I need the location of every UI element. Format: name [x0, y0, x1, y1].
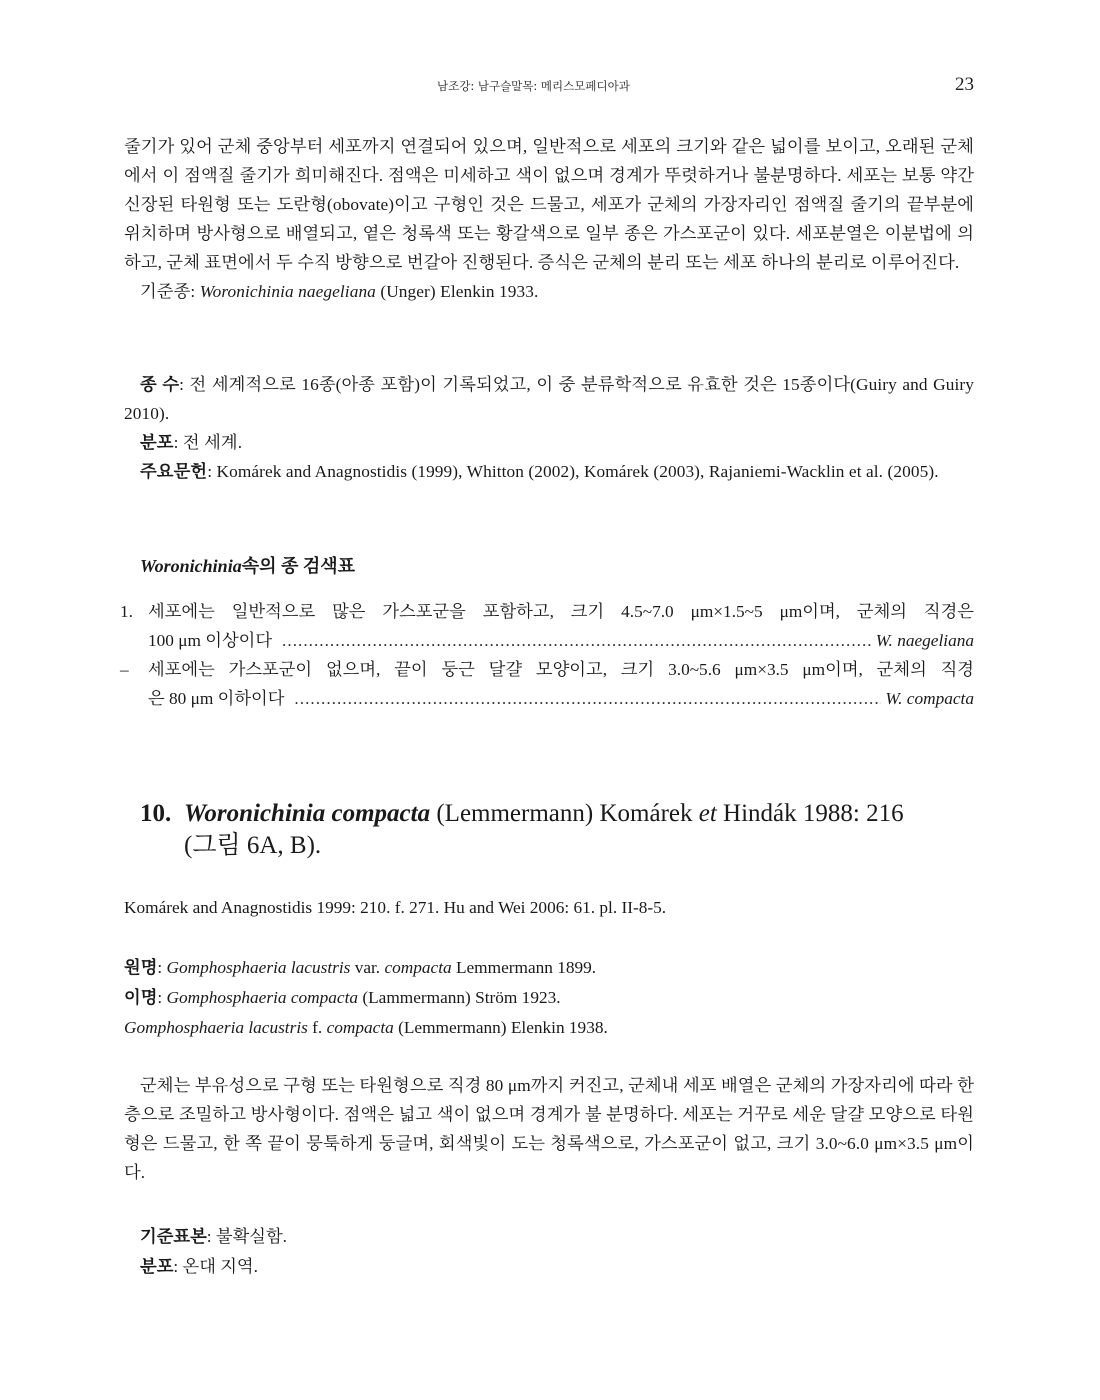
- page-number: 23: [955, 74, 974, 95]
- species-heading-line1: [140, 798, 980, 830]
- genus-description-section: [124, 132, 974, 306]
- species-count-line: [124, 370, 974, 428]
- synonym1-name: Gomphosphaeria compacta: [166, 988, 359, 1007]
- type-species-line: [124, 277, 974, 306]
- basionym-line: 원명: Gomphosphaeria lacustris var. compacta Lemmermann 1899.: [124, 958, 597, 977]
- key-couplet: [120, 655, 974, 713]
- genus-description-paragraph: 줄기가 있어 군체 중앙부터 세포까지 연결되어 있으며, 일반적으로 세포의 크기와 같은 넓이를 보이고, 오래된 군체에서 이 점액질 줄기가 희미해진다. 점액은 미세하고 색이 없으며 경계가 뚜렷하거나 불분명하다. 세포는 보통 약간 신장된 타원형 또는 도란형(obovate)이고 구형인 것은 드물고, 세포가 군체의 가장자리인 점액질 줄기의 끝부분에 위치하며 방사형으로 배열되고, 옅은 청록색 또는 황갈색으로 일부 종은 가스포군이 있다. 세포분열은 이분법에 의하고, 군체 표면에서 두 수직 방향으로 번갈아 진행된다. 증식은 군체의 분리 또는 세포 하나의 분리로 이루어진다.: [124, 137, 974, 272]
- synonym-line-1: 이명: Gomphosphaeria compacta (Lammermann) Ström 1923.: [124, 988, 561, 1007]
- references-label: 주요문헌: [140, 462, 208, 481]
- type-species-name: Woronichinia naegeliana: [199, 282, 376, 301]
- basionym-name: Gomphosphaeria lacustris: [166, 958, 351, 977]
- couplet-line1: 세포에는 일반적으로 많은 가스포군을 포함하고, 크기 4.5~7.0 μm×1.5~5 μm이며, 군체의 직경은: [148, 602, 974, 621]
- couplet-mark: 1.: [120, 602, 133, 621]
- couplet-result: W. naegeliana: [875, 631, 974, 650]
- species-distribution-text: : 온대 지역.: [173, 1257, 258, 1276]
- references-text: : Komárek and Anagnostidis (1999), Whitton (2002), Komárek (2003), Rajaniemi-Wacklin et al. (2005).: [207, 462, 939, 481]
- couplet-line1: 세포에는 가스포군이 없으며, 끝이 둥근 달걀 모양이고, 크기 3.0~5.6 μm×3.5 μm이며, 군체의 직경: [148, 660, 974, 679]
- species-description-paragraph: 군체는 부유성으로 구형 또는 타원형으로 직경 80 μm까지 커진고, 군체내 세포 배열은 군체의 가장자리에 따라 한 층으로 조밀하고 방사형이다. 점액은 넓고 색이 없으며 경계가 불 분명하다. 세포는 거꾸로 세운 달걀 모양으로 타원형은 드물고, 한 쪽 끝이 뭉툭하게 둥글며, 회색빛이 도는 청록색으로, 가스포군이 없고, 크기 3.0~6.0 μm×3.5 μm이다.: [124, 1076, 974, 1182]
- running-title: 남조강: 남구슬말목: 메리스모페디아과: [437, 79, 630, 93]
- basionym-label: 원명: [124, 958, 158, 977]
- species-count-label: 종 수: [140, 375, 180, 394]
- key-title: [140, 552, 355, 578]
- couplet-mark: –: [120, 660, 129, 679]
- distribution-label: 분포: [140, 433, 174, 452]
- couplet-line2-text: 100 μm 이상이다: [148, 631, 273, 650]
- species-number: 10.: [140, 800, 172, 827]
- key-couplet: [120, 597, 974, 655]
- species-distribution-line: [140, 1252, 287, 1282]
- species-author-1: (Lemmermann) Komárek: [430, 800, 699, 827]
- synonym2-author: (Lemmermann) Elenkin 1938.: [393, 1018, 608, 1037]
- species-notes: [140, 1222, 287, 1282]
- species-author-2: Hindák 1988: 216: [716, 800, 904, 827]
- synonym2-rank: f.: [307, 1018, 327, 1037]
- key-title-genus: Woronichinia: [140, 556, 242, 576]
- leader-dots: [282, 626, 872, 655]
- synonymy: [124, 953, 608, 1043]
- species-key: [120, 597, 974, 713]
- basionym-author: Lemmermann 1899.: [451, 958, 597, 977]
- synonym1-author: (Lammermann) Ström 1923.: [358, 988, 561, 1007]
- key-title-rest: 속의 종 검색표: [241, 556, 356, 576]
- synonym2-name: Gomphosphaeria lacustris: [124, 1018, 308, 1037]
- type-species-label: 기준종:: [140, 282, 200, 301]
- references-line: [124, 457, 974, 486]
- couplet-line2: [148, 684, 974, 713]
- type-specimen-label: 기준표본: [140, 1227, 207, 1246]
- running-header: [0, 76, 1100, 100]
- synonym-line-2: [124, 1013, 608, 1043]
- couplet-line2: [148, 626, 974, 655]
- distribution-line: [124, 428, 974, 457]
- figure-reference: (그림 6A, B).: [184, 832, 322, 859]
- basionym-var: var.: [350, 958, 385, 977]
- species-references: Komárek and Anagnostidis 1999: 210. f. 271. Hu and Wei 2006: 61. pl. II-8-5.: [124, 898, 667, 917]
- species-description: [124, 1071, 974, 1187]
- distribution-text: : 전 세계.: [173, 433, 243, 452]
- species-distribution-label: 분포: [140, 1257, 174, 1276]
- couplet-result: W. compacta: [885, 689, 974, 708]
- type-specimen-text: : 불확실함.: [206, 1227, 287, 1246]
- species-name: Woronichinia compacta: [184, 800, 431, 827]
- synonym-label: 이명: [124, 988, 158, 1007]
- species-author-et: et: [698, 800, 717, 827]
- basionym-epithet: compacta: [384, 958, 452, 977]
- species-count-text: : 전 세계적으로 16종(아종 포함)이 기록되었고, 이 중 분류학적으로 유효한 것은 15종이다(Guiry and Guiry 2010).: [124, 375, 974, 423]
- leader-dots: [294, 684, 881, 713]
- type-specimen-line: [140, 1222, 287, 1252]
- genus-info-section: [124, 370, 974, 486]
- species-heading: [140, 798, 980, 862]
- couplet-line2-text: 은 80 μm 이하이다: [148, 689, 285, 708]
- synonym2-epithet: compacta: [326, 1018, 394, 1037]
- type-species-author: (Unger) Elenkin 1933.: [375, 282, 539, 301]
